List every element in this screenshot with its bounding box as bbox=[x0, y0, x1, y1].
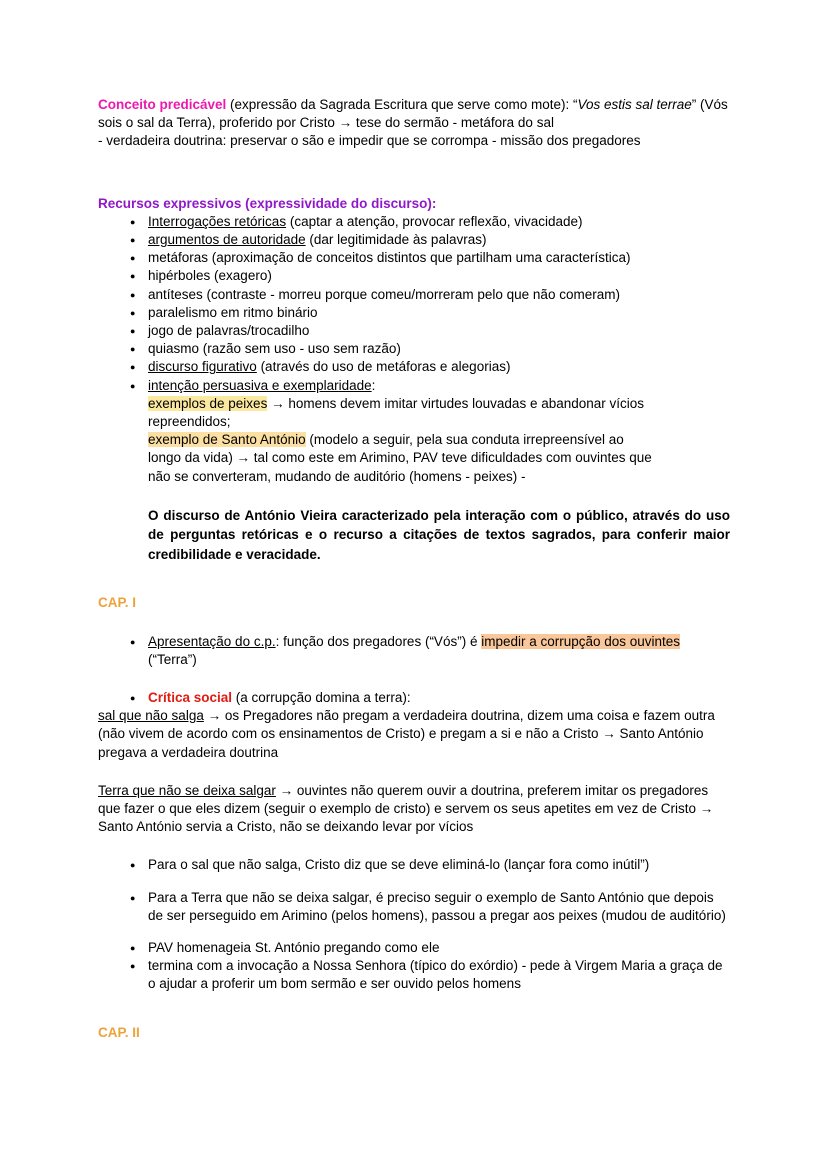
chapter-one-title: CAP. I bbox=[98, 595, 137, 611]
list-item-text: (através do uso de metáforas e alegorias) bbox=[256, 359, 511, 375]
terra-nao-se-deixa-salgar-text: → ouvintes não querem ouvir a doutrina, preferem imitar os pregadores que fazer o que eles dizem (seguir o exemplo de cristo) e servem os seus apetites em vez de Cristo → Santo António servia a Cristo, não se deixando levar por vícios bbox=[98, 782, 714, 835]
recursos-expressivos-list bbox=[98, 213, 730, 486]
recursos-expressivos-heading: Recursos expressivos (expressividade do discurso): bbox=[98, 195, 437, 211]
apresentacao-cp-term: Apresentação do c.p. bbox=[148, 633, 276, 649]
critica-social-label: Crítica social bbox=[148, 689, 233, 705]
intencao-persuasiva-colon: : bbox=[371, 377, 376, 393]
chapter-one-critica-list bbox=[98, 689, 730, 707]
list-item: ● termina com a invocação a Nossa Senhora (típico do exórdio) - pede à Virgem Maria a graça de o ajudar a proferir um bom sermão e ser ouvido pelos homens bbox=[98, 957, 730, 993]
list-item bbox=[98, 267, 730, 285]
chapter-one-apresentacao-list bbox=[98, 633, 730, 669]
apresentacao-cp-mid-text: : função dos pregadores (“Vós”) é bbox=[275, 633, 482, 649]
section-conceito-predicavel bbox=[98, 96, 730, 151]
conceito-intro-text: (expressão da Sagrada Escritura que serve como mote): “ bbox=[226, 97, 578, 112]
list-item-critica-social bbox=[98, 689, 730, 707]
list-item-text: paralelismo em ritmo binário bbox=[148, 304, 318, 320]
list-item bbox=[98, 340, 730, 358]
highlight-impedir-corrupcao: impedir a corrupção dos ouvintes bbox=[481, 633, 681, 649]
exemplo-santo-antonio-text: (modelo a seguir, pela sua conduta irrepreensível ao bbox=[305, 432, 624, 448]
exemplos-peixes-text: → homens devem imitar virtudes louvadas e abandonar vícios bbox=[267, 395, 645, 411]
list-item-text: quiasmo (razão sem uso - uso sem razão) bbox=[148, 341, 401, 357]
list-item bbox=[98, 322, 730, 340]
paragraph-terra-nao-se-deixa-salgar bbox=[98, 782, 730, 837]
conceito-latin-quote-part2: sal terrae bbox=[635, 97, 692, 112]
highlight-exemplos-de-peixes: exemplos de peixes bbox=[148, 395, 268, 411]
spacer-before-cap-1 bbox=[98, 564, 730, 594]
conceito-predicavel-heading: Conceito predicável bbox=[98, 97, 227, 112]
list-item-text: hipérboles (exagero) bbox=[148, 268, 272, 284]
repreendidos-line: repreendidos; bbox=[148, 414, 231, 430]
list-item-text: antíteses (contraste - morreu porque comeu/morreram pelo que não comeram) bbox=[148, 286, 620, 302]
list-item-underlined-term: Interrogações retóricas bbox=[148, 213, 287, 229]
list-item-underlined-term: argumentos de autoridade bbox=[148, 232, 306, 248]
highlight-exemplo-de-santo-antonio: exemplo de Santo António bbox=[148, 432, 306, 448]
critica-social-text: (a corrupção domina a terra): bbox=[232, 689, 411, 705]
paragraph-sal-que-nao-salga bbox=[98, 707, 730, 762]
exemplos-peixes-line bbox=[148, 395, 730, 413]
list-item-text: jogo de palavras/trocadilho bbox=[148, 323, 310, 339]
chapter-two-title: CAP. II bbox=[98, 1024, 140, 1040]
spacer-before-spaced-bullets bbox=[98, 836, 730, 856]
spacer-before-bold-summary bbox=[98, 486, 730, 506]
arimino-line: longo da vida) → tal como este em Arimino, PAV teve dificuldades com ouvintes que bbox=[148, 450, 652, 466]
list-item bbox=[98, 286, 730, 304]
document-content bbox=[98, 96, 730, 1042]
list-item bbox=[98, 231, 730, 249]
list-item bbox=[98, 358, 730, 376]
list-item-intencao-persuasiva bbox=[98, 377, 730, 486]
list-item: ● Para a Terra que não se deixa salgar, é preciso seguir o exemplo de Santo António que depois de ser perseguido em Arimino (pelos homens), passou a pregar aos peixes (mudou de auditório) bbox=[98, 889, 730, 925]
conceito-line-3: - verdadeira doutrina: preservar o são e impedir que se corrompa - missão dos pregadores bbox=[98, 133, 641, 149]
list-item-apresentacao-cp bbox=[98, 633, 730, 669]
auditorio-line: não se converteram, mudando de auditório (homens - peixes) - bbox=[148, 468, 526, 484]
spacer-before-terra-paragraph bbox=[98, 762, 730, 782]
apresentacao-cp-end-text: (“Terra”) bbox=[148, 651, 197, 667]
list-item: ● Para o sal que não salga, Cristo diz que se deve eliminá-lo (lançar fora como inútil”) bbox=[98, 856, 730, 874]
list-item bbox=[98, 304, 730, 322]
sal-que-nao-salga-term: sal que não salga bbox=[98, 708, 204, 724]
sal-que-nao-salga-text: → os Pregadores não pregam a verdadeira doutrina, dizem uma coisa e fazem outra (não vivem de acordo com os ensinamentos de Cristo) e pregam a si e não a Cristo → Santo António pregava a verdadeira doutrina bbox=[98, 708, 715, 760]
list-item-text: (dar legitimidade às palavras) bbox=[305, 232, 487, 248]
spacer-after-conceito bbox=[98, 151, 730, 195]
conceito-latin-quote-part1: Vos estis bbox=[577, 97, 632, 112]
chapter-one-final-list bbox=[98, 939, 730, 994]
exemplo-santo-antonio-line bbox=[148, 431, 730, 449]
list-item bbox=[98, 213, 730, 231]
spacer-before-critica-social bbox=[98, 669, 730, 689]
list-item-text: metáforas (aproximação de conceitos distintos que partilham uma característica) bbox=[148, 250, 631, 266]
chapter-one-conclusion-list bbox=[98, 856, 730, 925]
list-item: ● PAV homenageia St. António pregando como ele bbox=[98, 939, 730, 957]
conceito-translation-text: ” (Vós sois o sal da Terra), proferido por Cristo → tese do sermão - metáfora do sal bbox=[98, 97, 728, 131]
list-item bbox=[98, 249, 730, 267]
list-item-underlined-term: discurso figurativo bbox=[148, 359, 257, 375]
terra-nao-se-deixa-salgar-term: Terra que não se deixa salgar bbox=[98, 782, 276, 798]
spacer-after-cap-1-title bbox=[98, 613, 730, 633]
bold-summary-paragraph: O discurso de António Vieira caracterizado pela interação com o público, através do uso de perguntas retóricas e o recurso a citações de textos sagrados, para conferir maior credibilidade e veracidade. bbox=[148, 507, 730, 562]
list-item-text: (captar a atenção, provocar reflexão, vivacidade) bbox=[286, 213, 583, 229]
intencao-persuasiva-term: intenção persuasiva e exemplaridade bbox=[148, 377, 372, 393]
spacer-before-cap-2 bbox=[98, 994, 730, 1024]
